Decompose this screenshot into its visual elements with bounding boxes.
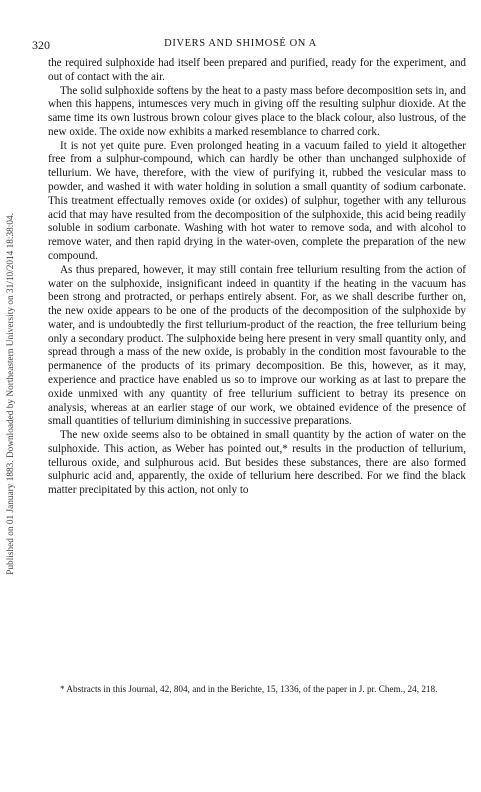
running-title: DIVERS AND SHIMOSÉ ON A <box>164 38 317 49</box>
main-text <box>48 57 466 498</box>
paragraph: the required sulphoxide had itself been prepared and purified, ready for the experiment, and out of contact with the air. <box>48 57 466 83</box>
footnote-text: * Abstracts in this Journal, 42, 804, and in the Berichte, 15, 1336, of the paper in J. pr. Chem., 24, 218. <box>60 684 438 694</box>
page-number: 320 <box>32 38 50 52</box>
paragraph: It is not yet quite pure. Even prolonged heating in a vacuum failed to yield it altogether free from a sulphur-compound, which can hardly be other than unchanged sulphoxide of tellurium. We have, therefore, with the view of purifying it, rubbed the vesicular mass to powder, and washed it with water holding in solution a small quantity of sodium carbonate. This treatment effectually removes oxide (or oxides) of sulphur, together with any tellurous acid that may have resulted from the decomposition of the sulphoxide, this acid being readily soluble in sodium carbonate. Washing with hot water to remove soda, and with alcohol to remove water, and then rapid drying in the water-oven, complete the preparation of the new compound. <box>48 139 466 262</box>
paragraph: The solid sulphoxide softens by the heat to a pasty mass before decomposition sets in, and when this happens, intumesces very much in giving off the resulting sulphur dioxide. At the same time its own lustrous brown colour gives place to the black colour, also lustrous, of the new oxide. The oxide now exhibits a marked resemblance to charred cork. <box>48 84 466 138</box>
paragraph: As thus prepared, however, it may still contain free tellurium resulting from the action of water on the sulphoxide, insignificant indeed in quantity if the heating in the vacuum has been strong and protracted, or perhaps entirely absent. For, as we shall describe further on, the new oxide appears to be one of the products of the decomposition of the sulphoxide by water, and is undoubtedly the first tellurium-product of the reaction, the free tellurium being only a secondary product. The sulphoxide being here present in very small quantity only, and spread through a mass of the new oxide, is probably in the condition most favourable to the permanence of the products of its primary decomposition. Be this, however, as it may, experience and practice have enabled us so to improve our working as at last to prepare the oxide unmixed with any quantity of free tellurium sufficient to betray its presence on analysis, whereas at an earlier stage of our work, we obtained evidence of the presence of small quantities of tellurium diminishing in successive preparations. <box>48 263 466 428</box>
paragraph: The new oxide seems also to be obtained in small quantity by the action of water on the sulphoxide. This action, as Weber has pointed out,* results in the production of tellurium, tellurous oxide, and sulphurous acid. But besides these substances, there are also formed sulphuric acid and, apparently, the oxide of tellurium here described. For we find the black matter precipitated by this action, not only to <box>48 429 466 497</box>
download-watermark <box>4 84 18 704</box>
footnote <box>48 683 466 695</box>
watermark-text: Published on 01 January 1883. Downloaded by Northeastern University on 31/10/2014 18:38:04. <box>6 213 16 575</box>
